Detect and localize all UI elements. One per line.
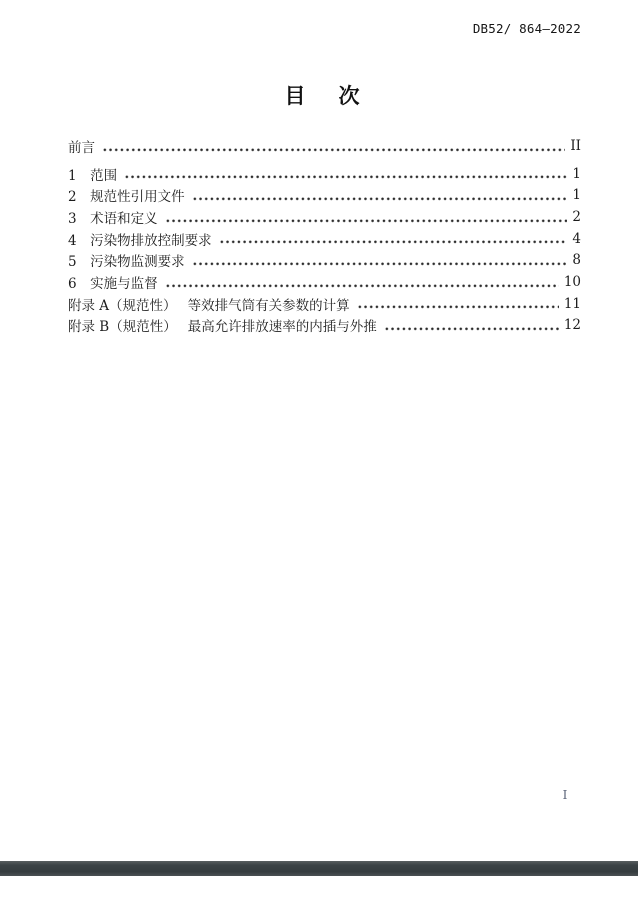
- toc-entry-page: II: [570, 137, 581, 154]
- dot-leader: [383, 315, 559, 337]
- toc-entry-page: 12: [563, 317, 581, 334]
- footer-page-number: I: [562, 788, 568, 802]
- dot-leader: [356, 293, 559, 315]
- toc-entry-page: 8: [572, 252, 581, 269]
- toc-entry-scope[interactable]: [68, 163, 581, 185]
- dot-leader: [191, 249, 568, 271]
- toc-entry-emission-control[interactable]: [68, 228, 581, 250]
- toc-entry-appendix-a[interactable]: [68, 293, 581, 315]
- toc-entry-page: 1: [572, 165, 581, 182]
- toc-entry-terms-definitions[interactable]: [68, 206, 581, 228]
- toc-entry-page: 4: [572, 230, 581, 247]
- dot-leader: [218, 228, 568, 250]
- standard-code-header: DB52/ 864—2022: [472, 21, 581, 36]
- page-title: 目 次: [284, 83, 366, 108]
- toc-entry-label: 5 污染物监测要求: [68, 254, 185, 271]
- toc-entry-appendix-b[interactable]: [68, 315, 581, 337]
- toc-entry-implementation[interactable]: [68, 271, 581, 293]
- toc-entry-page: 11: [563, 295, 581, 312]
- toc-entry-page: 2: [572, 208, 581, 225]
- toc-entry-label: 4 污染物排放控制要求: [68, 232, 212, 249]
- toc-entry-foreword[interactable]: [68, 135, 581, 157]
- toc-entry-label: 2 规范性引用文件: [68, 189, 185, 206]
- toc-entry-monitoring[interactable]: [68, 249, 581, 271]
- toc-entry-normative-references[interactable]: [68, 184, 581, 206]
- toc-list: [68, 135, 581, 336]
- dot-leader: [123, 163, 567, 185]
- dot-leader: [191, 184, 568, 206]
- toc-entry-page: 1: [572, 187, 581, 204]
- toc-entry-label: 附录 B（规范性） 最高允许排放速率的内插与外推: [68, 319, 377, 336]
- next-page-top: [0, 876, 638, 911]
- toc-entry-label: 前言: [68, 139, 95, 156]
- toc-entry-label: 6 实施与监督: [68, 275, 158, 292]
- toc-entry-label: 附录 A（规范性） 等效排气筒有关参数的计算: [68, 297, 350, 314]
- toc-entry-label: 1 范围: [68, 167, 118, 184]
- dot-leader: [164, 206, 568, 228]
- dot-leader: [101, 135, 565, 157]
- dot-leader: [164, 271, 559, 293]
- page-separator-bar: [0, 861, 638, 876]
- toc-entry-page: 10: [563, 273, 581, 290]
- toc-entry-label: 3 术语和定义: [68, 210, 158, 227]
